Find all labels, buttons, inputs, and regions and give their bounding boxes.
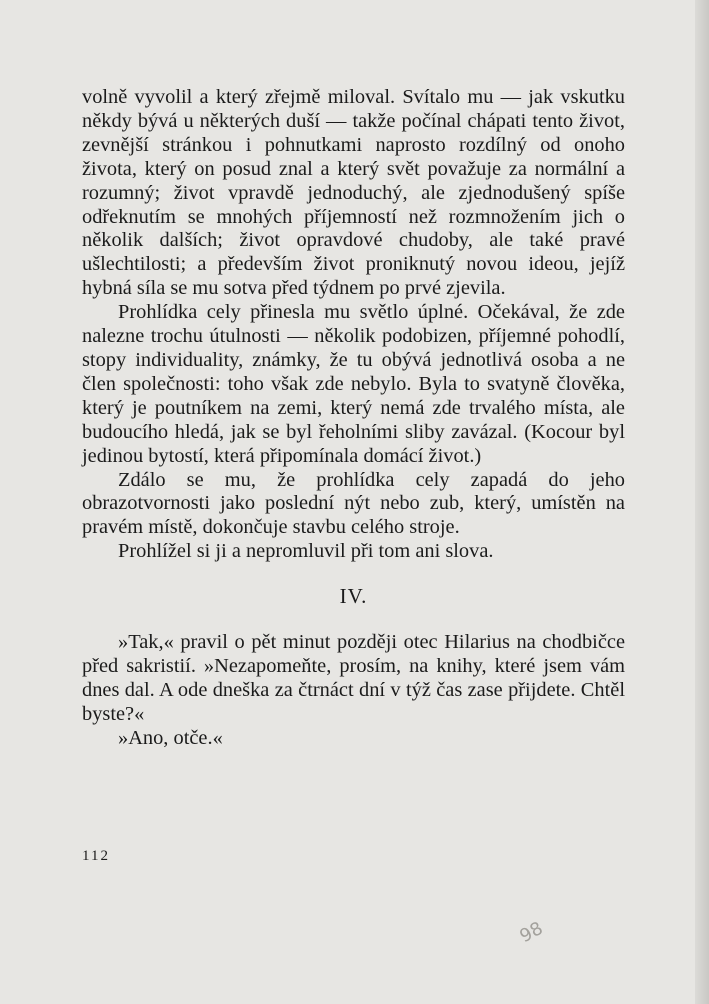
paragraph-5: »Tak,« pravil o pět minut později otec Hilarius na chodbičce před sakristií. »Nezapomeňte, prosím, na knihy, které jsem vám dnes dal. A ode dneška za čtrnáct dní v týž čas zase přijdete. Chtěl byste?« <box>82 631 625 725</box>
body-text <box>82 86 625 751</box>
page-number: 112 <box>82 848 110 864</box>
chapter-heading: IV. <box>339 584 368 609</box>
page-edge-shadow <box>695 0 709 1004</box>
paragraph-3: Zdálo se mu, že prohlídka cely zapadá do jeho obrazotvornosti jako poslední nýt nebo zub, který, umístěn na pravém místě, dokončuje stavbu celého stroje. <box>82 468 625 539</box>
pencil-annotation: 98 <box>516 917 547 948</box>
paragraph-4: Prohlížel si ji a nepromluvil při tom ani slova. <box>118 540 494 563</box>
paragraph-6: »Ano, otče.« <box>118 726 223 749</box>
paragraph-1: volně vyvolil a který zřejmě miloval. Svítalo mu — jak vskutku někdy bývá u některých duší — takže počínal chápati tento život, zevnější stránkou i pohnutkami naprosto rozdílný od onoho života, který on posud znal a který svět považuje za normální a rozumný; život vpravdě jednoduchý, ale zjednodušený spíše odřeknutím se mnohých příjemností než rozmnožením jich o několik dalších; život opravdové chudoby, ale také pravé ušlechtilosti; a především život proniknutý novou ideou, jejíž hybná síla se mu sotva před týdnem po prvé zjevila. <box>82 86 625 300</box>
paragraph-2: Prohlídka cely přinesla mu světlo úplné. Očekával, že zde nalezne trochu útulnosti — několik podobizen, příjemné pohodlí, stopy individuality, známky, že tu obývá jednotlivá osoba a ne člen společnosti: toho však zde nebylo. Byla to svatyně člověka, který je poutníkem na zemi, který nemá zde trvalého místa, ale budoucího hledá, jak se byl řeholními sliby zavázal. (Kocour byl jedinou bytostí, která připomínala domácí život.) <box>82 301 625 467</box>
